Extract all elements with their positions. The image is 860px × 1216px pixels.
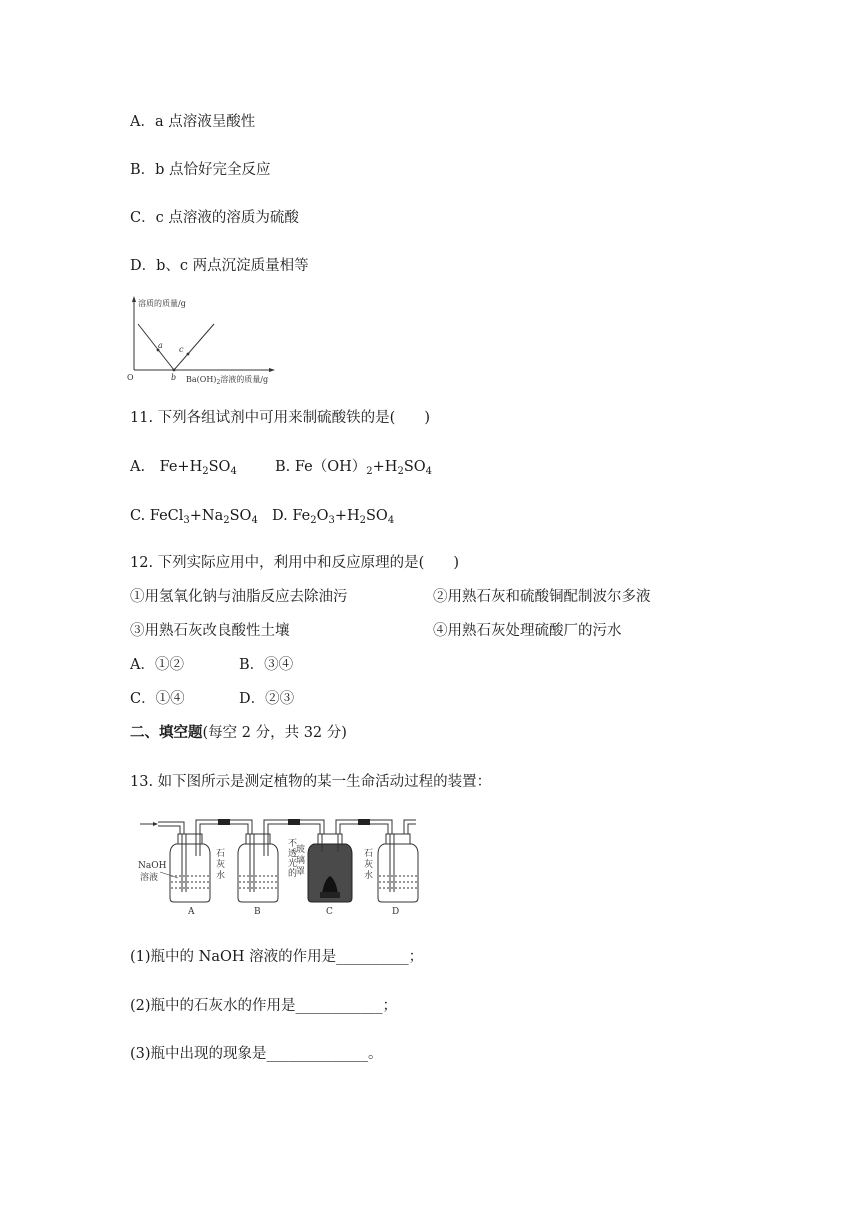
label-c1: 不: [288, 839, 298, 849]
solute-mass-curve: [138, 324, 214, 370]
q11-option-d: D. $Fe_2O_3+H_2SO_4$: [272, 508, 395, 526]
label-naoh: NaOH: [138, 861, 167, 871]
label-solution: 溶液: [140, 873, 159, 883]
label-b1: 石: [216, 849, 226, 859]
q12-option-c: C．①④: [130, 691, 185, 707]
bottle-b: [238, 834, 278, 902]
bottle-a-label: A: [188, 907, 195, 917]
bottle-c: [308, 834, 352, 902]
q10-option-b: B．b 点恰好完全反应: [130, 162, 271, 178]
q12-option-a: A．①②: [130, 657, 184, 673]
q10-option-c: C．c 点溶液的溶质为硫酸: [130, 210, 299, 226]
inlet-arrow-head: [153, 822, 158, 826]
q13-sub-3: (3)瓶中出现的现象是______________。: [130, 1046, 383, 1062]
bottle-d-label: D: [392, 907, 400, 917]
q10-option-a: A．a 点溶液呈酸性: [130, 114, 256, 130]
label-d1: 石: [364, 849, 374, 859]
label-d2: 灰: [364, 860, 374, 870]
graph-point-b-label: b: [171, 373, 177, 382]
section-note: (每空 2 分，共 32 分): [202, 725, 347, 741]
label-c2: 透: [288, 849, 298, 859]
label-c6: 璃: [296, 856, 306, 866]
point-c: [187, 353, 190, 356]
section-title: 二、填空题: [130, 724, 203, 741]
label-b2: 灰: [216, 860, 226, 870]
q13-apparatus-figure: [138, 812, 420, 918]
q13-sub-1: (1)瓶中的 NaOH 溶液的作用是__________；: [130, 949, 424, 965]
graph-point-c-label: c: [179, 345, 184, 354]
q12-item-2: ②用熟石灰和硫酸铜配制波尔多液: [433, 589, 651, 605]
point-b: [173, 369, 176, 372]
q11-stem: 11. 下列各组试剂中可用来制硫酸铁的是( ): [130, 410, 430, 426]
graph-point-a-label: a: [158, 341, 163, 350]
y-axis-arrow: [132, 296, 136, 302]
label-c3: 光: [288, 859, 298, 869]
section-heading: [130, 723, 347, 743]
q12-stem: 12. 下列实际应用中，利用中和反应原理的是( ): [130, 555, 459, 571]
q11-option-c: C. $FeCl_3+Na_2SO_4$: [130, 508, 258, 526]
bottle-b-label: B: [254, 907, 261, 917]
label-b3: 水: [216, 871, 226, 881]
q12-item-4: ④用熟石灰处理硫酸厂的污水: [433, 623, 622, 639]
q12-option-d: D．②③: [239, 691, 295, 707]
q12-item-3: ③用熟石灰改良酸性土壤: [130, 623, 290, 639]
graph-origin: O: [127, 373, 134, 382]
graph-y-label: 溶质的质量/g: [138, 299, 186, 308]
q11-option-a: A. $Fe+H_2SO_4$: [130, 459, 237, 477]
q10-option-d: D．b、c 两点沉淀质量相等: [130, 258, 309, 274]
label-d3: 水: [364, 871, 374, 881]
q12-option-b: B．③④: [239, 657, 294, 673]
q12-item-1: ①用氢氧化钠与油脂反应去除油污: [130, 589, 348, 605]
q13-sub-2: (2)瓶中的石灰水的作用是____________；: [130, 998, 398, 1014]
graph-x-label: $Ba(OH)_2$溶液的质量/g: [186, 375, 269, 386]
q10-solute-mass-graph: [124, 294, 284, 386]
q13-stem: 13. 如下图所示是测定植物的某一生命活动过程的装置：: [130, 774, 492, 790]
bottle-a: [170, 834, 210, 902]
q11-option-b: B. $Fe(OH)_2+H_2SO_4$: [275, 459, 433, 477]
bottle-d: [378, 834, 418, 902]
label-c7: 罩: [296, 867, 306, 877]
x-axis-arrow: [269, 368, 275, 372]
bottle-c-label: C: [326, 907, 333, 917]
label-c5: 玻: [296, 845, 306, 855]
label-c4: 的: [288, 869, 298, 879]
